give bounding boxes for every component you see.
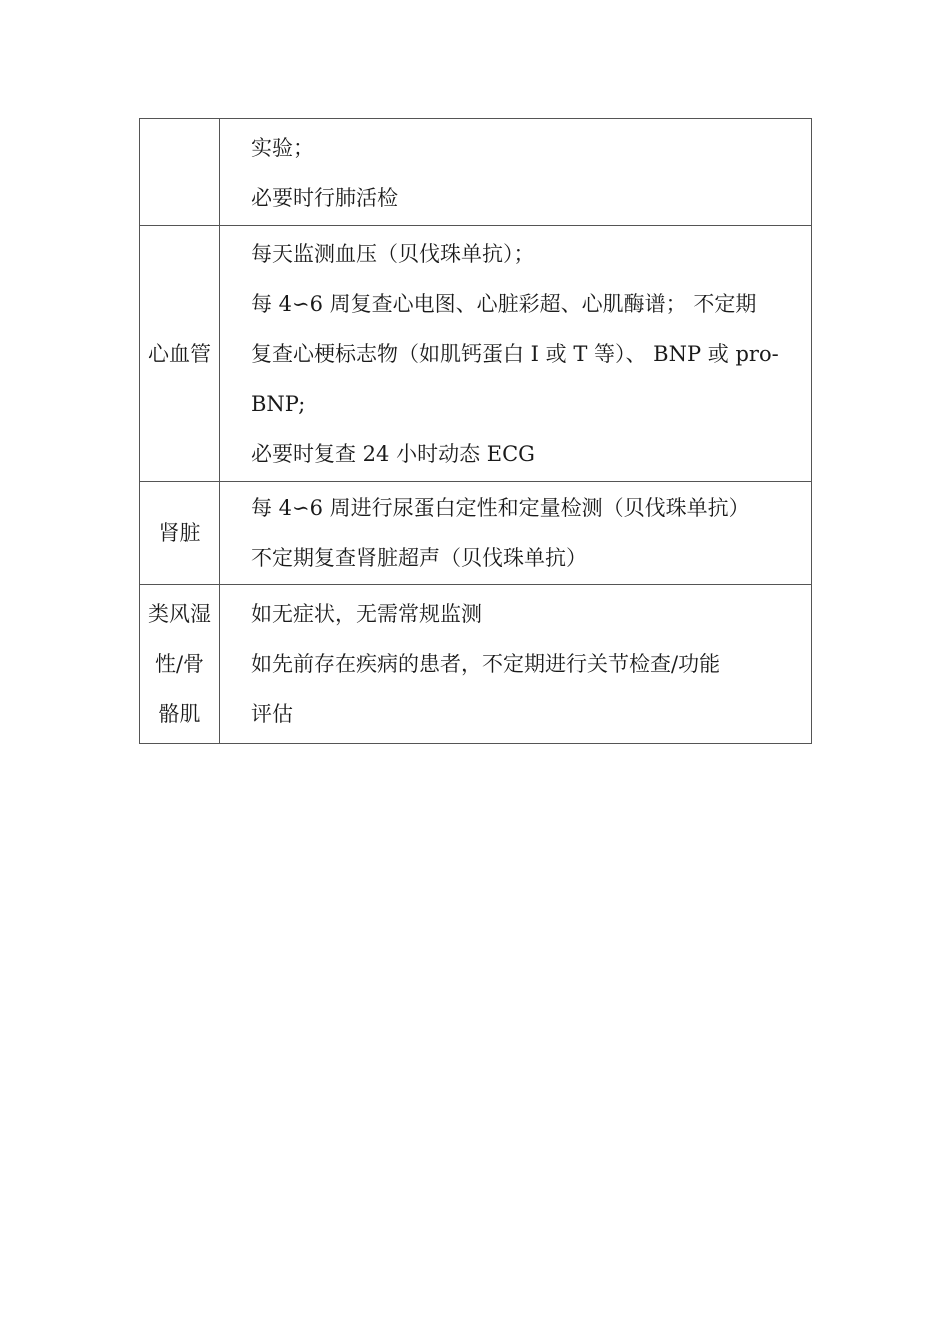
detail-line: 实验； <box>251 136 314 160</box>
detail-line: 评估 <box>251 702 293 726</box>
detail-cell <box>220 482 812 585</box>
category-label: 类风湿 <box>148 602 211 626</box>
table-row <box>140 482 812 585</box>
detail-line: 必要时复查 24 小时动态 ECG <box>251 441 535 466</box>
table-row <box>140 226 812 482</box>
category-cell <box>140 585 220 744</box>
detail-line: 复查心梗标志物（如肌钙蛋白 I 或 T 等）、 BNP 或 pro- <box>251 341 779 366</box>
monitoring-table <box>139 118 812 744</box>
detail-line: 不定期复查肾脏超声（贝伐珠单抗） <box>251 546 587 570</box>
category-label: 性/骨 <box>154 652 205 676</box>
category-label: 心血管 <box>148 341 211 366</box>
category-cell <box>140 226 220 482</box>
detail-line: 如无症状，无需常规监测 <box>251 602 482 626</box>
detail-cell <box>220 119 812 226</box>
detail-line: 每天监测血压（贝伐珠单抗）； <box>251 241 535 266</box>
detail-cell <box>220 585 812 744</box>
detail-line: 必要时行肺活检 <box>251 186 398 210</box>
detail-line: BNP; <box>251 391 306 416</box>
detail-line: 每 4∽6 周复查心电图、心脏彩超、心肌酶谱； 不定期 <box>251 291 757 316</box>
category-cell <box>140 482 220 585</box>
category-cell <box>140 119 220 226</box>
detail-line: 如先前存在疾病的患者，不定期进行关节检查/功能 <box>251 652 721 676</box>
category-label: 骼肌 <box>158 702 201 726</box>
detail-cell <box>220 226 812 482</box>
detail-line: 每 4∽6 周进行尿蛋白定性和定量检测（贝伐珠单抗） <box>251 496 750 520</box>
table-row <box>140 119 812 226</box>
table-row <box>140 585 812 744</box>
category-label: 肾脏 <box>158 521 201 545</box>
